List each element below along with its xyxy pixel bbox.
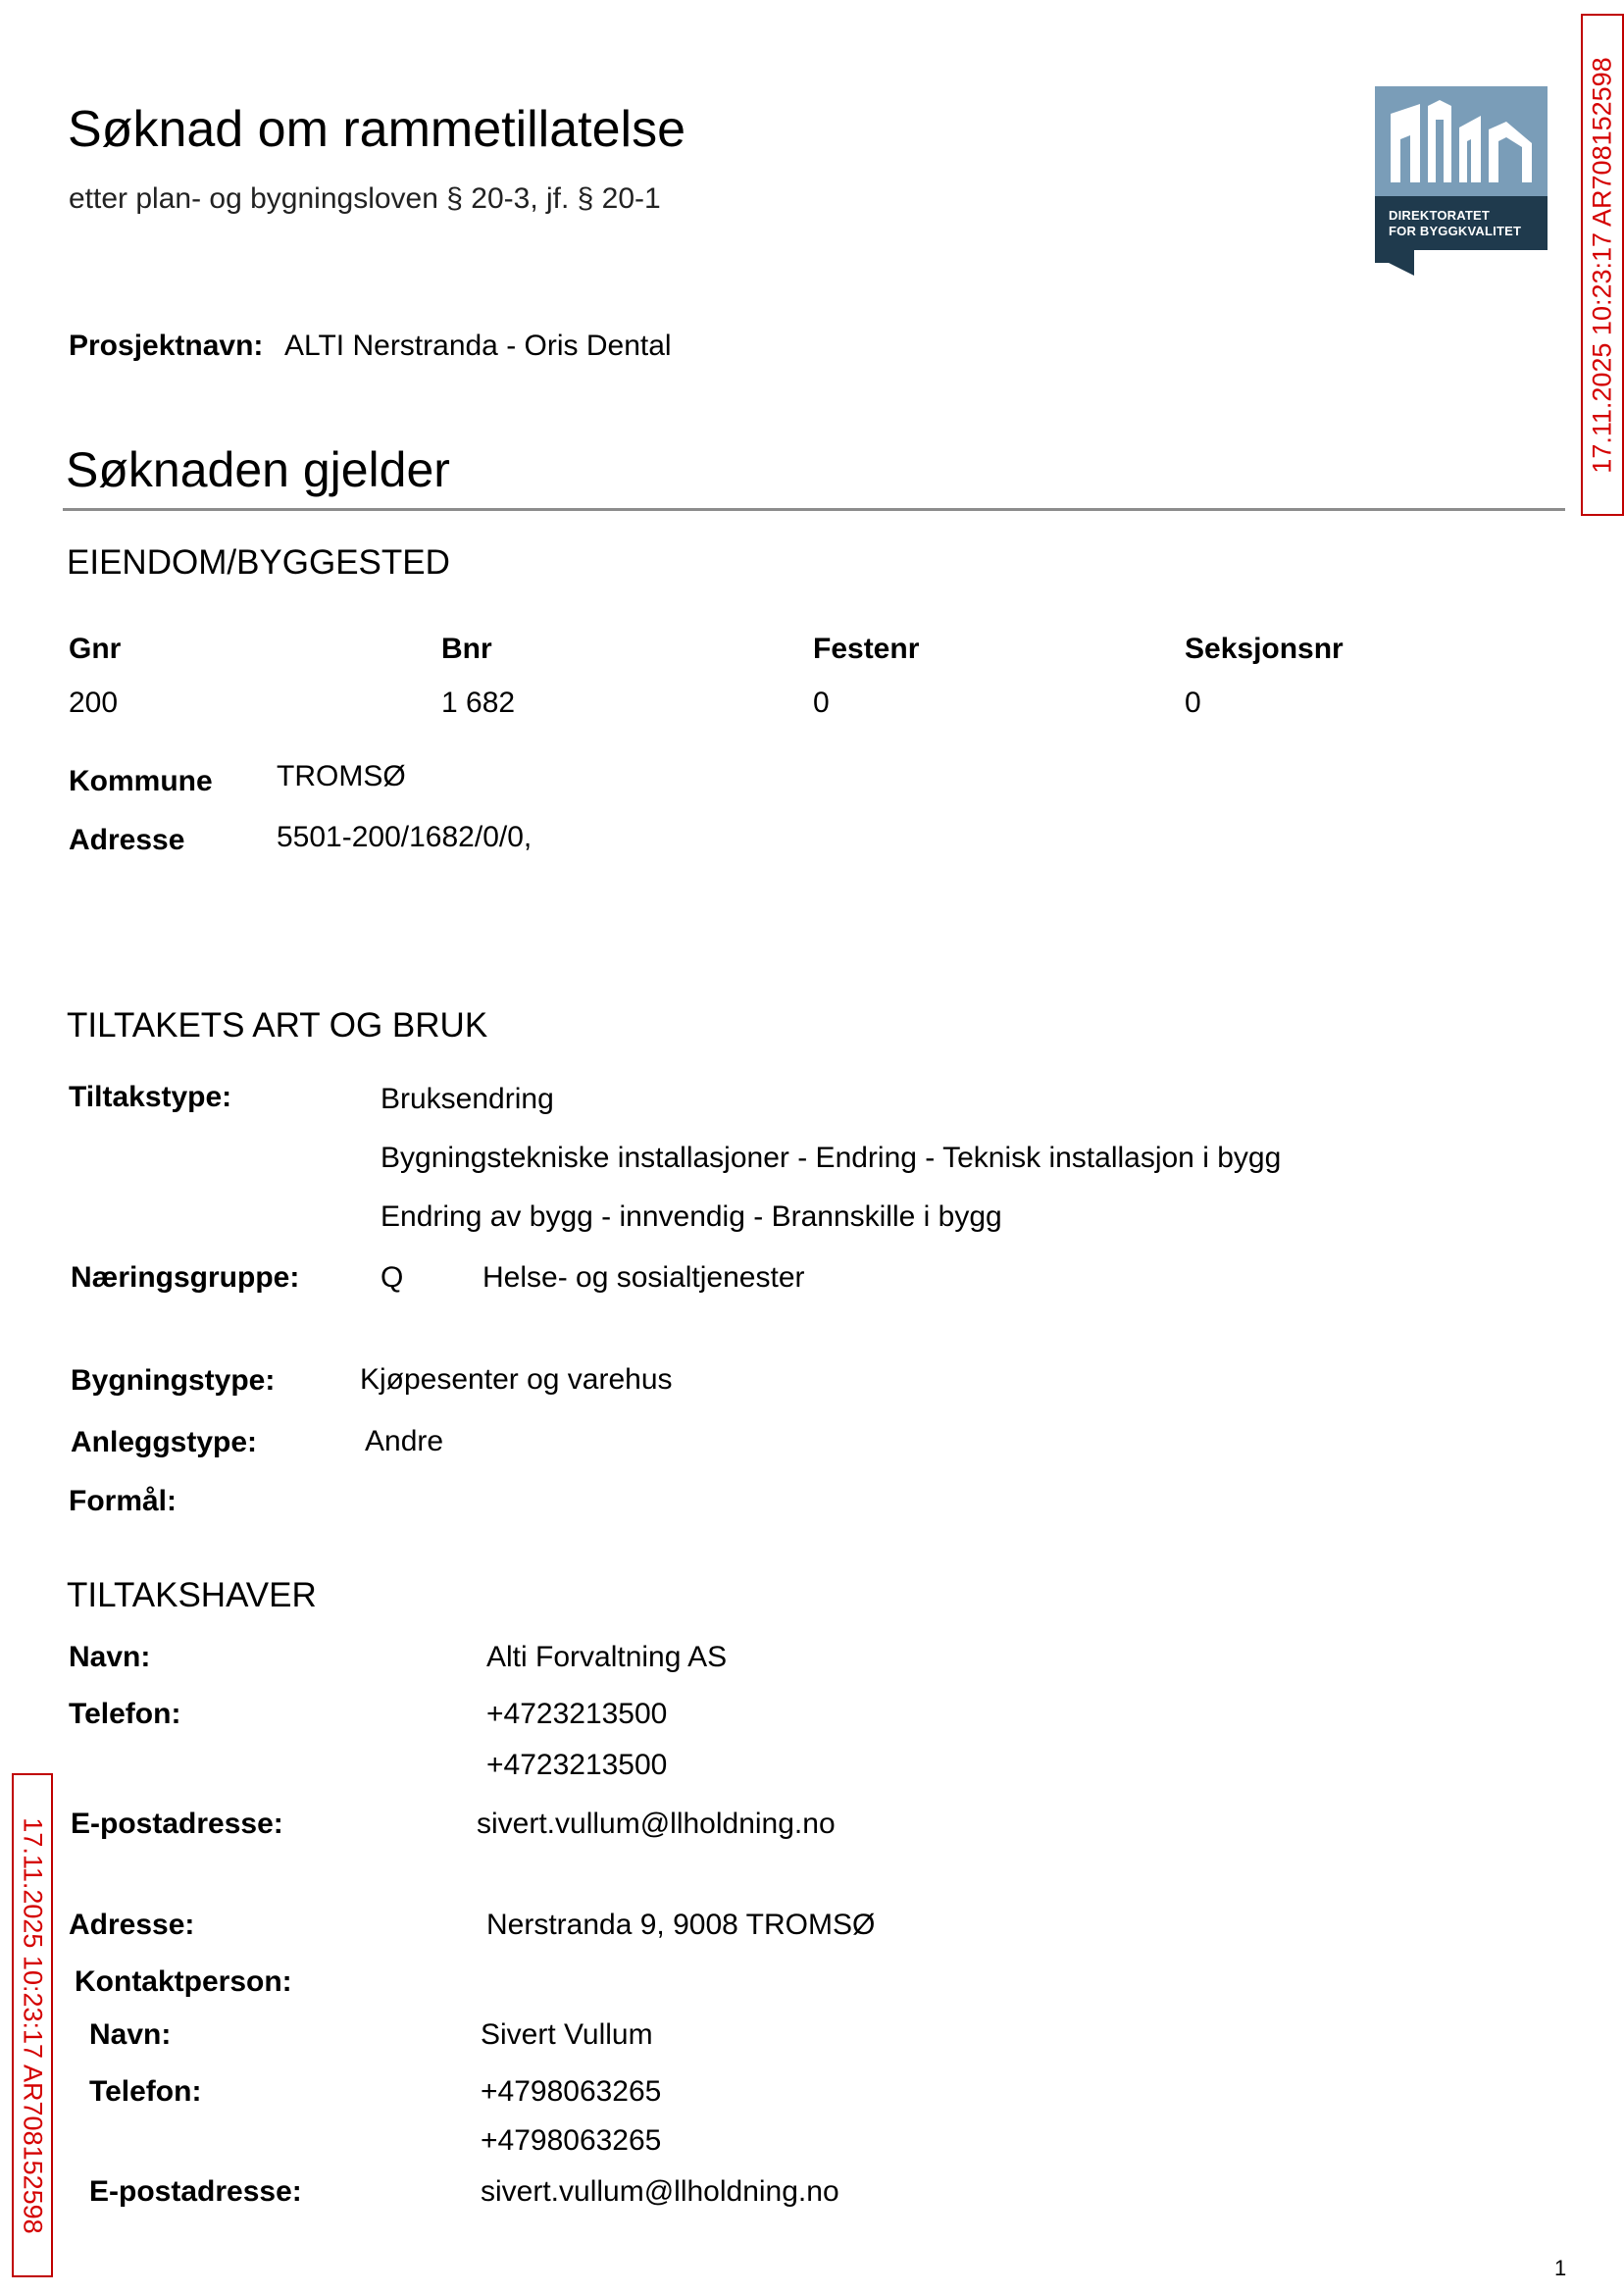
tiltakshaver-adresse-value: Nerstranda 9, 9008 TROMSØ [486,1909,876,1941]
tiltakshaver-telefon-label: Telefon: [69,1698,181,1730]
adresse-value: 5501-200/1682/0/0, [277,821,533,853]
bnr-label: Bnr [441,633,492,665]
tiltakshaver-epost-value: sivert.vullum@llholdning.no [477,1808,836,1840]
timestamp-stamp-right [1581,14,1624,516]
tiltakshaver-epost-label: E-postadresse: [71,1808,283,1840]
festenr-label: Festenr [813,633,920,665]
kommune-label: Kommune [69,765,213,797]
tiltakshaver-heading: TILTAKSHAVER [67,1576,317,1614]
formal-label: Formål: [69,1485,178,1517]
tiltakstype-value: Endring av bygg - innvendig - Brannskille i bygg [381,1200,1002,1233]
seksjonsnr-value: 0 [1185,687,1201,719]
tiltakshaver-telefon-value: +4723213500 [486,1749,668,1781]
kontakt-epost-label: E-postadresse: [89,2175,302,2208]
kontakt-telefon-value: +4798063265 [481,2124,662,2157]
timestamp-stamp-left [12,1773,53,2277]
seksjonsnr-label: Seksjonsnr [1185,633,1344,665]
kontaktperson-label: Kontaktperson: [75,1965,292,1998]
section-divider [63,508,1565,511]
kontakt-telefon-label: Telefon: [89,2075,202,2108]
bygningstype-label: Bygningstype: [71,1364,276,1397]
tiltakstype-value: Bruksendring [381,1083,554,1115]
kontakt-navn-value: Sivert Vullum [481,2018,653,2051]
tiltakshaver-adresse-label: Adresse: [69,1909,195,1941]
project-name-value: ALTI Nerstranda - Oris Dental [284,330,672,362]
gnr-value: 200 [69,687,119,719]
kontakt-epost-value: sivert.vullum@llholdning.no [481,2175,839,2208]
logo-line1: DIREKTORATET [1389,208,1491,223]
naeringsgruppe-value: Helse- og sosialtjenester [482,1261,805,1294]
timestamp-stamp-text: 17.11.2025 10:23:17 AR708152598 [1587,56,1617,474]
section-heading: Søknaden gjelder [66,442,450,497]
adresse-label: Adresse [69,824,185,856]
dibk-logo [1375,86,1548,276]
document-subtitle: etter plan- og bygningsloven § 20-3, jf. § 20-1 [69,182,661,215]
bnr-value: 1 682 [441,687,516,719]
naeringsgruppe-code: Q [381,1261,404,1294]
logo-line2: FOR BYGGKVALITET [1389,224,1522,238]
tiltak-heading: TILTAKETS ART OG BRUK [67,1006,488,1045]
gnr-label: Gnr [69,633,122,665]
tiltakstype-label: Tiltakstype: [69,1081,232,1113]
tiltakshaver-telefon-value: +4723213500 [486,1698,668,1730]
festenr-value: 0 [813,687,830,719]
document-title: Søknad om rammetillatelse [68,101,685,158]
page-number: 1 [1554,2256,1567,2280]
tiltakshaver-navn-value: Alti Forvaltning AS [486,1641,728,1673]
kommune-value: TROMSØ [277,760,406,792]
eiendom-heading: EIENDOM/BYGGESTED [67,543,450,582]
dibk-buildings-logo-icon [1375,86,1548,276]
tiltakstype-value: Bygningstekniske installasjoner - Endring - Teknisk installasjon i bygg [381,1142,1282,1174]
naeringsgruppe-label: Næringsgruppe: [71,1261,300,1294]
anleggstype-label: Anleggstype: [71,1426,258,1458]
timestamp-stamp-text: 17.11.2025 10:23:17 AR708152598 [18,1816,48,2234]
kontakt-navn-label: Navn: [89,2018,172,2051]
tiltakshaver-navn-label: Navn: [69,1641,151,1673]
anleggstype-value: Andre [365,1425,444,1457]
kontakt-telefon-value: +4798063265 [481,2075,662,2108]
bygningstype-value: Kjøpesenter og varehus [360,1363,673,1396]
project-name-label: Prosjektnavn: [69,330,264,362]
